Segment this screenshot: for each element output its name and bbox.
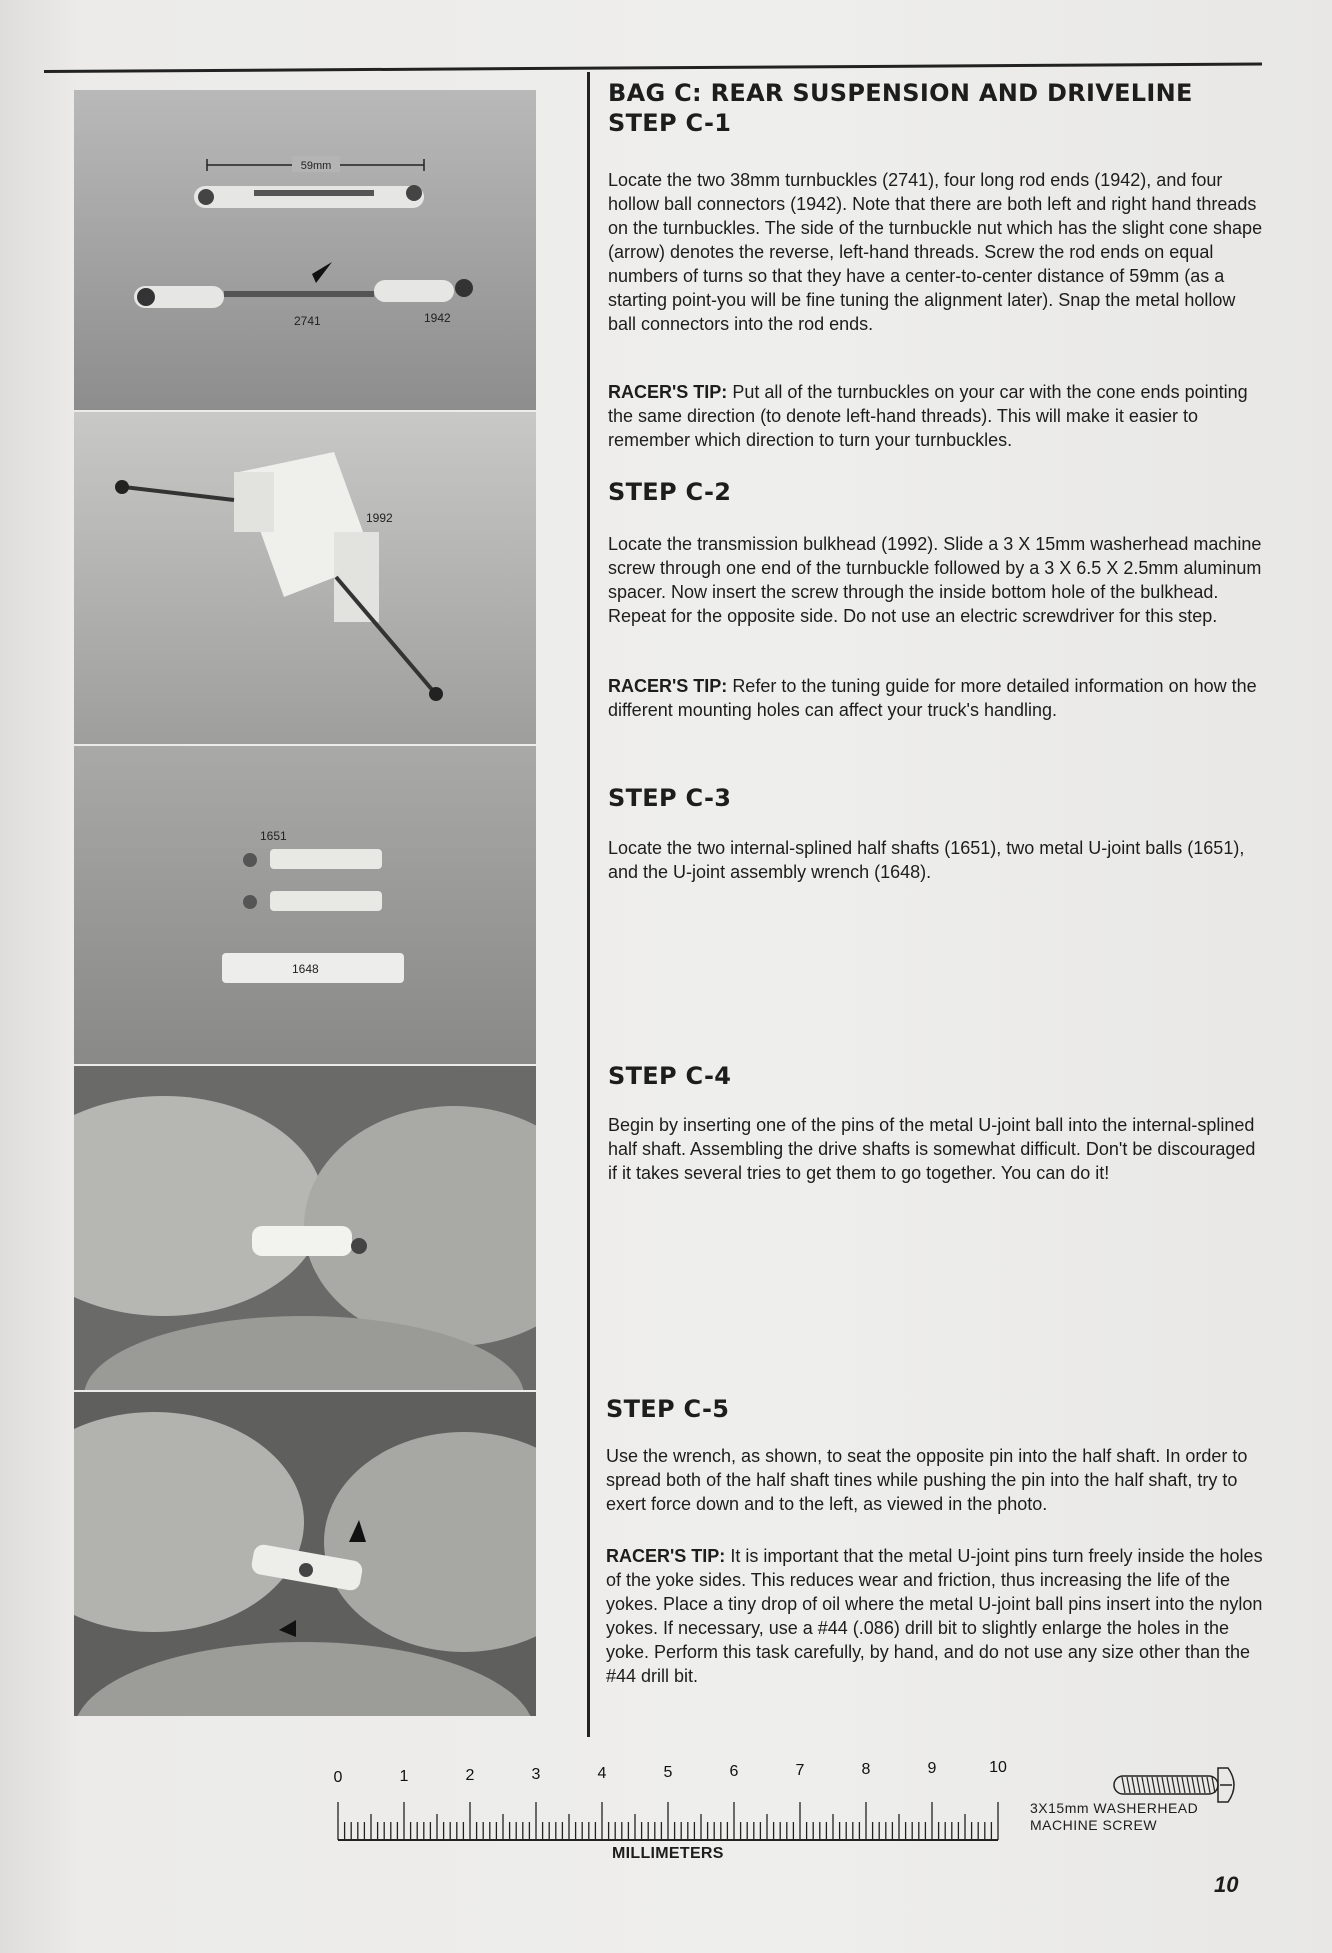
screw-thread — [1137, 1777, 1140, 1793]
ruler-tick-label: 8 — [861, 1761, 871, 1778]
step-c1-title: STEP C-1 — [608, 109, 732, 137]
screw-label — [1030, 1800, 1198, 1834]
tip-label: RACER'S TIP: — [608, 676, 728, 696]
photo-step-c4 — [74, 1066, 536, 1390]
screw-thread — [1182, 1777, 1185, 1793]
section-title: BAG C: REAR SUSPENSION AND DRIVELINE — [608, 79, 1193, 107]
top-rule — [44, 63, 1262, 73]
step-c4-body — [608, 1113, 1268, 1185]
photo-step-c5 — [74, 1392, 536, 1716]
screw-thread — [1162, 1777, 1165, 1793]
step-c2-tip — [608, 674, 1268, 722]
part-label-1992: 1992 — [366, 511, 393, 525]
ruler-tick-label: 2 — [465, 1767, 475, 1784]
step-c3-text: Locate the two internal-splined half shafts (1651), two metal U-joint balls (1651), and the U-joint assembly wrench (1648). — [608, 838, 1245, 882]
step-c1-tip — [608, 380, 1268, 452]
tip-text: Refer to the tuning guide for more detailed information on how the different mounting holes can affect your truck's handling. — [608, 676, 1257, 720]
part-label-2741: 2741 — [294, 314, 321, 328]
column-divider — [587, 72, 590, 1737]
step-c3-title: STEP C-3 — [608, 784, 732, 812]
screw-thread — [1132, 1777, 1135, 1793]
section-heading-block — [608, 78, 1268, 138]
screw-thread — [1212, 1777, 1215, 1793]
screw-thread — [1157, 1777, 1160, 1793]
photo-step-c2 — [74, 412, 536, 744]
screw-thread — [1172, 1777, 1175, 1793]
screw-thread — [1202, 1777, 1205, 1793]
screw-thread — [1192, 1777, 1195, 1793]
step-c5-title: STEP C-5 — [606, 1395, 730, 1423]
screw-thread — [1207, 1777, 1210, 1793]
screw-thread — [1187, 1777, 1190, 1793]
ruler-tick-label: 10 — [989, 1759, 1007, 1776]
step-c2-body — [608, 532, 1268, 628]
dimension-label: 59mm — [300, 160, 332, 172]
screw-thread — [1177, 1777, 1180, 1793]
ruler-tick-label: 3 — [531, 1766, 541, 1783]
part-label-1651: 1651 — [260, 829, 287, 843]
screw-label-line1: 3X15mm WASHERHEAD — [1030, 1800, 1199, 1816]
step-c5-tip — [606, 1544, 1266, 1688]
step-c1-body — [608, 168, 1268, 336]
step-c5-block — [606, 1394, 1266, 1424]
step-c1-text: Locate the two 38mm turnbuckles (2741), four long rod ends (1942), and four hollow ball connectors (1942). Note that there are both left and right hand threads on the turnbuckles. The side of the turnbuckle nut which has the slight cone shape (arrow) denotes the reverse, left-hand threads. Screw the rod ends on equal numbers of turns so that they have a center-to-center distance of 59mm (as a starting point-you will be fine tuning the alignment later). Snap the metal hollow ball connectors into the rod ends. — [608, 170, 1263, 334]
step-c4-title: STEP C-4 — [608, 1062, 732, 1090]
step-c5-body — [606, 1444, 1266, 1516]
part-label-1648: 1648 — [292, 962, 319, 976]
ruler-caption: MILLIMETERS — [612, 1845, 724, 1862]
screw-thread — [1167, 1777, 1170, 1793]
ruler-tick-label: 7 — [795, 1762, 805, 1779]
step-c2-title: STEP C-2 — [608, 478, 732, 506]
screw-label-line2: MACHINE SCREW — [1030, 1817, 1158, 1833]
tip-text: Put all of the turnbuckles on your car with the cone ends pointing the same direction (to denote left-hand threads). This will make it easier to remember which direction to turn your turnbuckles. — [608, 382, 1248, 450]
screw-thread — [1147, 1777, 1150, 1793]
ruler-tick-label: 5 — [663, 1764, 673, 1781]
step-c4-text: Begin by inserting one of the pins of the metal U-joint ball into the internal-splined half shaft. Assembling the drive shafts is somewhat difficult. Don't be discouraged if it takes several tries to get them to go together. You can do it! — [608, 1115, 1256, 1183]
step-c5-text: Use the wrench, as shown, to seat the opposite pin into the half shaft. In order to spread both of the half shaft tines while pushing the pin into the half shaft, try to exert force down and to the left, as viewed in the photo. — [606, 1446, 1248, 1514]
ruler-tick-label: 6 — [729, 1763, 739, 1780]
step-c2-block — [608, 477, 1268, 507]
tip-label: RACER'S TIP: — [608, 382, 728, 402]
step-c4-block — [608, 1061, 1268, 1091]
ruler-tick-label: 0 — [333, 1769, 343, 1786]
photo-step-c1 — [74, 90, 536, 410]
ruler-tick-label: 1 — [399, 1768, 409, 1785]
step-c3-body — [608, 836, 1268, 884]
ruler-tick-label: 9 — [927, 1760, 937, 1777]
screw-thread — [1127, 1777, 1130, 1793]
photo-step-c3 — [74, 746, 536, 1064]
tip-text: It is important that the metal U-joint pins turn freely inside the holes of the yoke sides. This reduces wear and friction, thus increasing the life of the yokes. Place a tiny drop of oil where the metal U-joint ball pins insert into the nylon yokes. If necessary, use a #44 (.086) drill bit to slightly enlarge the holes in the yoke. Perform this task carefully, by hand, and do not use any size other than the #44 drill bit. — [606, 1546, 1263, 1686]
step-c2-text: Locate the transmission bulkhead (1992). Slide a 3 X 15mm washerhead machine screw through one end of the turnbuckle followed by a 3 X 6.5 X 2.5mm aluminum spacer. Now insert the screw through the inside bottom hole of the bulkhead. Repeat for the opposite side. Do not use an electric screwdriver for this step. — [608, 534, 1262, 626]
ruler-tick-label: 4 — [597, 1765, 607, 1782]
screw-thread — [1197, 1777, 1200, 1793]
screw-thread — [1152, 1777, 1155, 1793]
screw-thread — [1122, 1777, 1125, 1793]
step-c3-block — [608, 783, 1268, 813]
tip-label: RACER'S TIP: — [606, 1546, 726, 1566]
screw-thread — [1142, 1777, 1145, 1793]
page-number: 10 — [1214, 1872, 1239, 1897]
part-label-1942: 1942 — [424, 311, 451, 325]
